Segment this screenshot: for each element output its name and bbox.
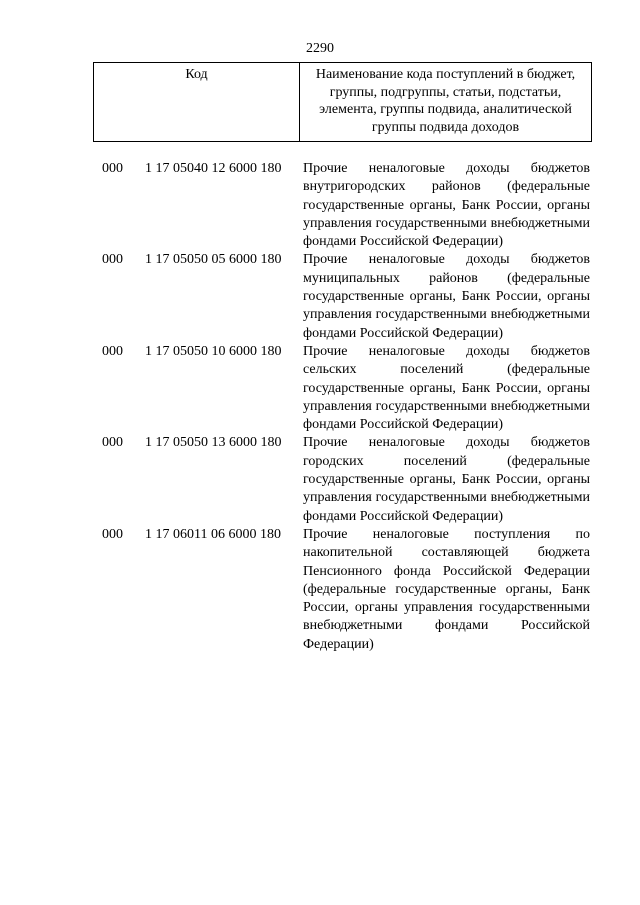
income-codes-list	[102, 160, 590, 654]
income-code: 1 17 05050 10 6000 180	[145, 343, 282, 359]
table-row	[102, 434, 590, 525]
header-code-cell: Код	[94, 63, 300, 141]
admin-code: 000	[102, 526, 123, 542]
income-name: Прочие неналоговые доходы бюджетов сельских поселений (федеральные государственные органы, Банк России, органы управления государственными внебюджетными фондами Российской Федерации)	[303, 343, 590, 433]
header-name-cell: Наименование кода поступлений в бюджет, группы, подгруппы, статьи, подстатьи, элемента, группы подвида, аналитической группы подвида доходов	[315, 67, 576, 135]
admin-code: 000	[102, 343, 123, 359]
table-row	[102, 251, 590, 342]
table-header	[93, 62, 592, 142]
admin-code: 000	[102, 161, 123, 176]
income-name: Прочие неналоговые доходы бюджетов внутригородских районов (федеральные государственные органы, Банк России, органы управления государственными внебюджетными фондами Российской Федерации)	[303, 161, 590, 250]
table-row	[102, 343, 590, 434]
table-row	[102, 160, 590, 251]
table-row	[102, 526, 590, 654]
admin-code: 000	[102, 435, 123, 451]
income-name: Прочие неналоговые поступления по накопительной составляющей бюджета Пенсионного фонда Российской Федерации (федеральные государственные органы, Банк России, органы управления государственными внебюджетными фондами Российской Федерации)	[303, 526, 590, 652]
income-code: 1 17 06011 06 6000 180	[145, 526, 281, 542]
income-name: Прочие неналоговые доходы бюджетов городских поселений (федеральные государственные органы, Банк России, органы управления государственными внебюджетными фондами Российской Федерации)	[303, 435, 590, 524]
income-code: 1 17 05050 05 6000 180	[145, 252, 282, 268]
income-name: Прочие неналоговые доходы бюджетов муниципальных районов (федеральные государственные органы, Банк России, органы управления государственными внебюджетными фондами Российской Федерации)	[303, 252, 590, 341]
income-code: 1 17 05050 13 6000 180	[145, 435, 282, 451]
admin-code: 000	[102, 252, 123, 268]
income-code: 1 17 05040 12 6000 180	[145, 161, 282, 176]
page-number: 2290	[306, 41, 334, 56]
